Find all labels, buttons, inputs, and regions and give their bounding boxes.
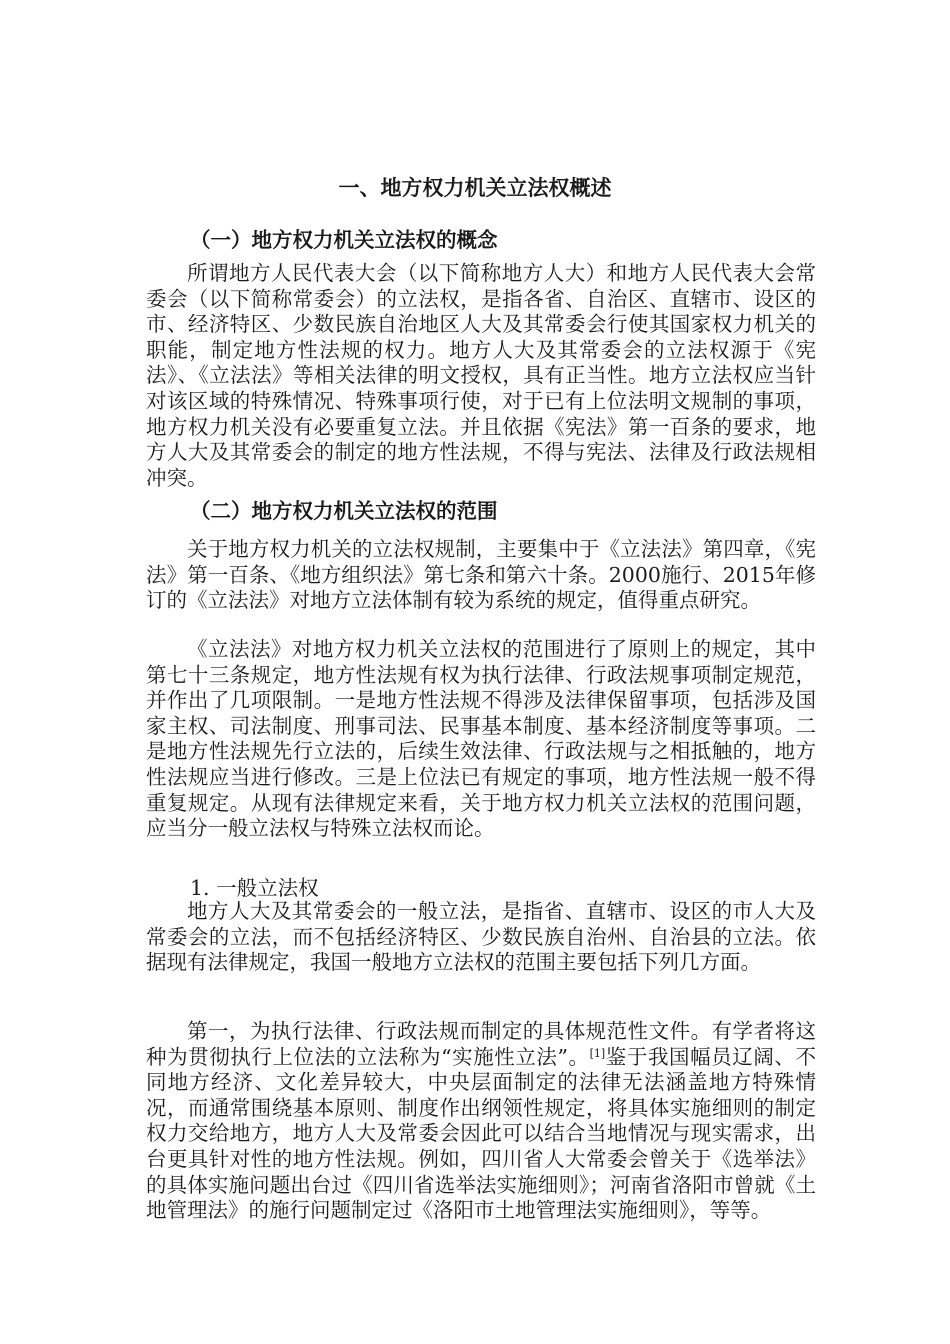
paragraph-scope-intro: 关于地方权力机关的立法权规制，主要集中于《立法法》第四章，《宪法》第一百条、《地方组织法》第七条和第六十条。2000施行、2015年修订的《立法法》对地方立法体制有较为系统的规定，值得重点研究。 [146,537,816,613]
paragraph-scope-detail: 《立法法》对地方权力机关立法权的范围进行了原则上的规定，其中第七十三条规定，地方性法规有权为执行法律、行政法规事项制定规范，并作出了几项限制。一是地方性法规不得涉及法律保留事项，包括涉及国家主权、司法制度、刑事司法、民事基本制度、基本经济制度等事项。二是地方性法规先行立法的，后续生效法律、行政法规与之相抵触的，地方性法规应当进行修改。三是上位法已有规定的事项，地方性法规一般不得重复规定。从现有法律规定来看，关于地方权力机关立法权的范围问题，应当分一般立法权与特殊立法权而论。 [146,637,816,841]
paragraph-text-part1: 第一，为执行法律、行政法规而制定的具体规范性文件。有学者将这种为贯彻执行上位法的立法称为“实施性立法”。 [146,1019,816,1069]
chapter-heading: 一、地方权力机关立法权概述 [338,176,612,200]
paragraph-general-first [146,1019,816,1224]
paragraph-general-intro: 地方人大及其常委会的一般立法，是指省、直辖市、设区的市人大及常委会的立法，而不包括经济特区、少数民族自治州、自治县的立法。依据现有法律规定，我国一般地方立法权的范围主要包括下列几方面。 [146,899,816,975]
paragraph-concept: 所谓地方人民代表大会（以下简称地方人大）和地方人民代表大会常委会（以下简称常委会）的立法权，是指各省、自治区、直辖市、设区的市、经济特区、少数民族自治地区人大及其常委会行使其国家权力机关的职能，制定地方性法规的权力。地方人大及其常委会的立法权源于《宪法》、《立法法》等相关法律的明文授权，具有正当性。地方立法权应当针对该区域的特殊情况、特殊事项行使，对于已有上位法明文规制的事项，地方权力机关没有必要重复立法。并且依据《宪法》第一百条的要求，地方人大及其常委会的制定的地方性法规，不得与宪法、法律及行政法规相冲突。 [146,261,816,490]
subsection-heading-general: 1. 一般立法权 [190,876,319,900]
paragraph-text-part2: 鉴于我国幅员辽阔、不同地方经济、文化差异较大，中央层面制定的法律无法涵盖地方特殊情况，而通常围绕基本原则、制度作出纲领性规定，将具体实施细则的制定权力交给地方，地方人大及常委会因此可以结合当地情况与现实需求，出台更具针对性的地方性法规。例如，四川省人大常委会曾关于《选举法》的具体实施问题出台过《四川省选举法实施细则》；河南省洛阳市曾就《土地管理法》的施行问题制定过《洛阳市土地管理法实施细则》，等等。 [146,1044,816,1223]
section-heading-concept: （一）地方权力机关立法权的概念 [190,228,498,252]
footnote-marker[interactable]: [1] [589,1046,606,1060]
section-heading-scope: （二）地方权力机关立法权的范围 [190,499,498,523]
